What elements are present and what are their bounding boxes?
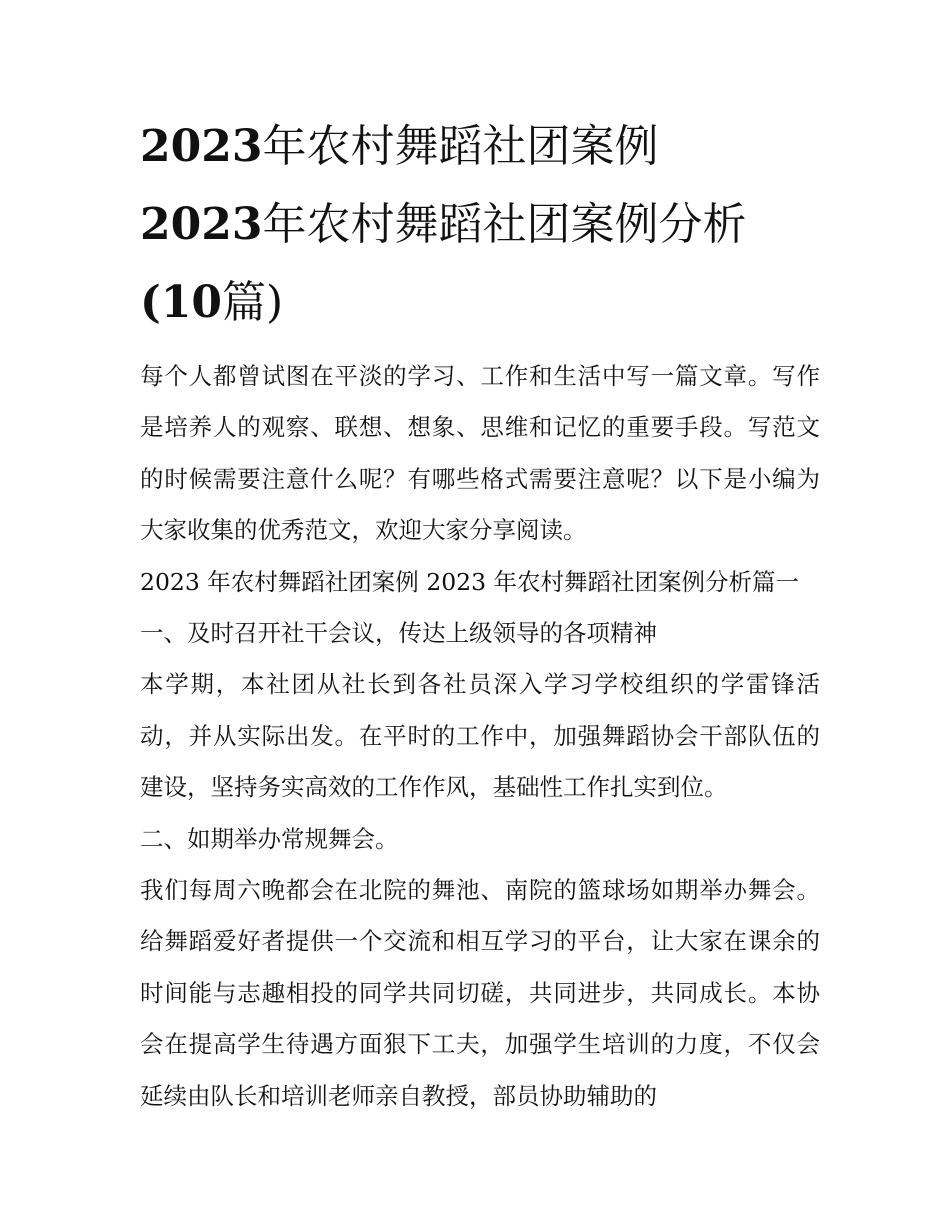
title-line-1 <box>140 108 820 186</box>
title-year-2: 2023 <box>140 199 263 250</box>
paragraph-1: 本学期，本社团从社长到各社员深入学习学校组织的学雷锋活动，并从实际出发。在平时的工作中，加强舞蹈协会干部队伍的建设，坚持务实高效的工作作风，基础性工作扎实到位。 <box>140 670 820 802</box>
document-title <box>140 108 820 342</box>
subheading-1: 一、及时召开社干会议，传达上级领导的各项精神 <box>140 619 657 648</box>
document-body <box>140 351 820 1122</box>
title-line-2 <box>140 186 820 264</box>
title-line-3 <box>140 264 820 342</box>
title-text-1: 年农村舞蹈社团案例 <box>262 121 659 172</box>
section-heading: 2023 年农村舞蹈社团案例 2023 年农村舞蹈社团案例分析篇一 <box>140 567 800 596</box>
title-text-2: 年农村舞蹈社团案例分析 <box>262 199 747 250</box>
title-count: (10 <box>140 277 223 328</box>
title-year-1: 2023 <box>140 121 263 172</box>
subheading-2: 二、如期举办常规舞会。 <box>140 824 399 853</box>
title-text-3: 篇) <box>222 277 284 328</box>
intro-paragraph: 每个人都曾试图在平淡的学习、工作和生活中写一篇文章。写作是培养人的观察、联想、想象、思维和记忆的重要手段。写范文的时候需要注意什么呢？有哪些格式需要注意呢？以下是小编为大家收集的优秀范文，欢迎大家分享阅读。 <box>140 362 820 545</box>
paragraph-2: 我们每周六晚都会在北院的舞池、南院的篮球场如期举办舞会。给舞蹈爱好者提供一个交流和相互学习的平台，让大家在课余的时间能与志趣相投的同学共同切磋，共同进步，共同成长。本协会在提高学生待遇方面狠下工夫，加强学生培训的力度，不仅会延续由队长和培训老师亲自教授，部员协助辅助的 <box>140 876 820 1110</box>
